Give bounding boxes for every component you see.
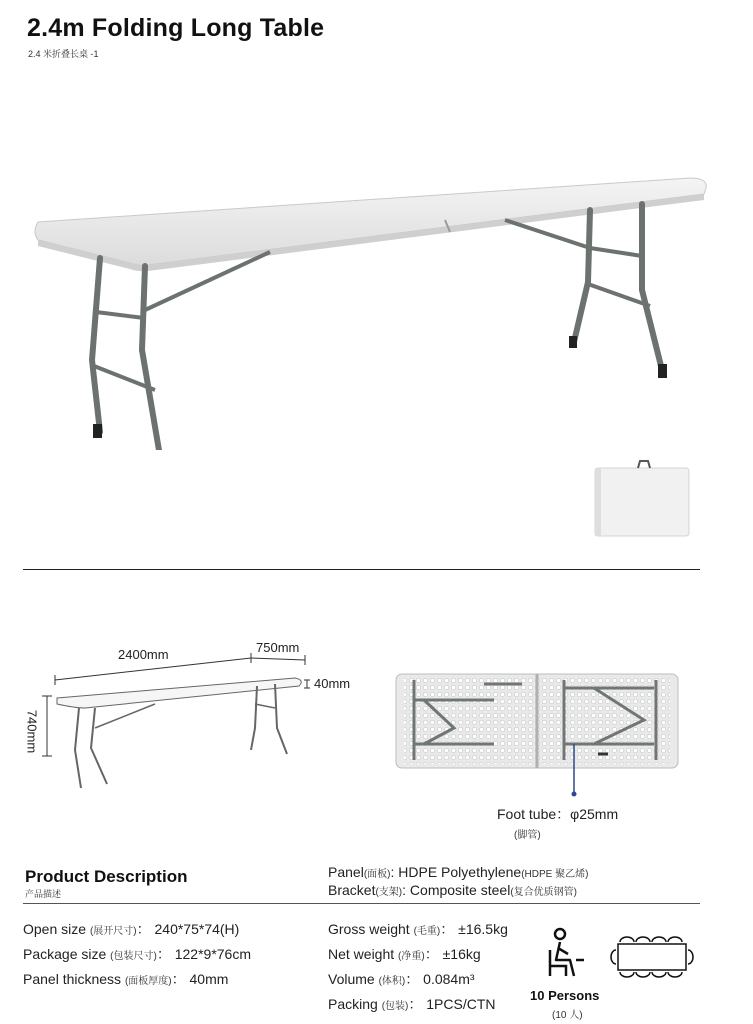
spec-label: Gross weight xyxy=(328,921,410,937)
spec-label: Panel thickness xyxy=(23,971,122,987)
spec-row xyxy=(328,943,508,968)
panel-value-zh: (HDPE 聚乙烯) xyxy=(521,869,589,880)
folded-underside-image xyxy=(394,670,680,798)
folded-table-image xyxy=(592,458,692,540)
spec-label: Volume xyxy=(328,971,375,987)
capacity-label-zh: (10 人) xyxy=(552,1010,583,1021)
section-divider xyxy=(23,569,700,570)
page-title: 2.4m Folding Long Table xyxy=(27,14,325,42)
width-dimension: 750mm xyxy=(256,640,300,655)
thickness-dimension: 40mm xyxy=(314,676,351,691)
bracket-material xyxy=(328,879,577,904)
table-seating-icon xyxy=(606,932,698,982)
spec-label-zh: (体积) xyxy=(378,976,406,987)
spec-label-zh: (展开尺寸) xyxy=(89,926,137,937)
spec-row xyxy=(328,993,508,1018)
spec-value: ： 1PCS/CTN xyxy=(408,996,496,1012)
panel-label: Panel xyxy=(328,864,364,880)
foot-tube-label-zh: (脚管) xyxy=(514,830,541,841)
product-description-title-zh: 产品描述 xyxy=(25,889,62,899)
spec-row xyxy=(23,918,251,943)
spec-value: ： 122*9*76cm xyxy=(156,946,252,962)
spec-label-zh: (包装) xyxy=(381,1001,409,1012)
spec-row xyxy=(328,968,508,993)
page-subtitle: 2.4 米折叠长桌 -1 xyxy=(28,49,99,59)
product-description-title: Product Description xyxy=(25,867,188,886)
spec-label-zh: (净重) xyxy=(398,951,425,962)
length-dimension: 2400mm xyxy=(118,647,169,662)
spec-divider xyxy=(23,903,700,904)
spec-value: ： 0.084m³ xyxy=(405,971,475,987)
spec-value: ： ±16kg xyxy=(424,946,481,962)
spec-value: ： 40mm xyxy=(171,971,229,987)
specs-right xyxy=(328,918,508,1018)
spec-label: Packing xyxy=(328,996,378,1012)
bracket-label-zh: (支架) xyxy=(375,887,403,898)
seated-person-icon xyxy=(546,926,588,982)
spec-value: ： ±16.5kg xyxy=(440,921,508,937)
spec-label-zh: (包装尺寸) xyxy=(110,951,157,962)
capacity-label: 10 Persons xyxy=(530,988,600,1003)
spec-label: Net weight xyxy=(328,946,395,962)
spec-label: Package size xyxy=(23,946,107,962)
spec-row xyxy=(328,918,508,943)
panel-value: : HDPE Polyethylene xyxy=(390,864,522,880)
bracket-value-zh: (复合优质钢管) xyxy=(510,887,577,898)
spec-value: ： 240*75*74(H) xyxy=(136,921,240,937)
height-dimension: 740mm xyxy=(24,709,40,754)
specs-left xyxy=(23,918,251,993)
foot-tube-label: Foot tube：φ25mm xyxy=(497,806,619,822)
dimension-diagram xyxy=(25,638,355,798)
spec-label: Open size xyxy=(23,921,87,937)
bracket-label: Bracket xyxy=(328,882,376,898)
spec-label-zh: (毛重) xyxy=(413,926,441,937)
spec-row xyxy=(23,968,251,993)
panel-label-zh: (面板) xyxy=(363,869,391,880)
table-product-image xyxy=(30,170,710,450)
bracket-value: : Composite steel xyxy=(402,882,511,898)
spec-row xyxy=(23,943,251,968)
spec-label-zh: (面板厚度) xyxy=(124,976,172,987)
